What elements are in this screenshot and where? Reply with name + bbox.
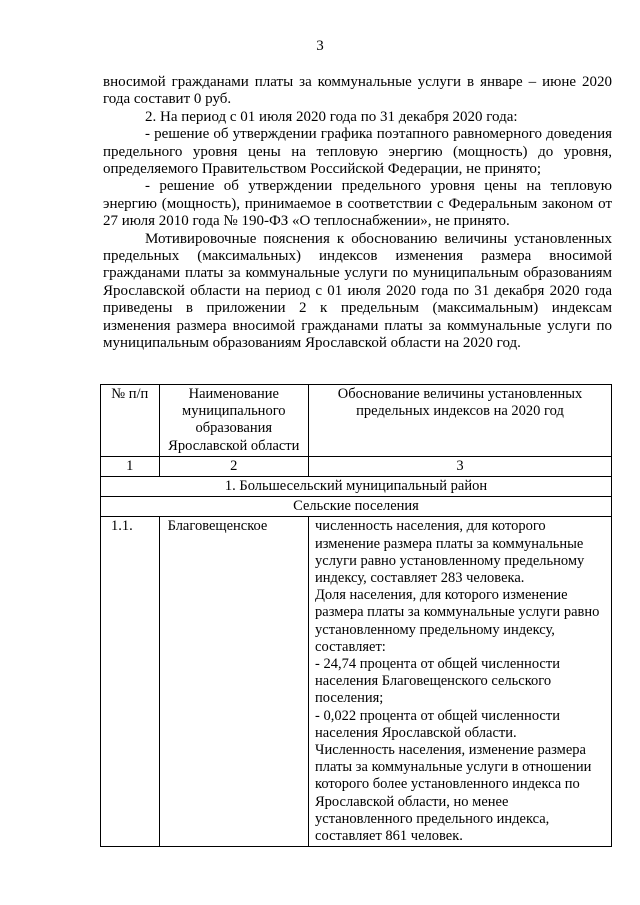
header-municipality: Наименование муниципального образования Ярославской области (159, 385, 308, 457)
justification-line: - 0,022 процента от общей численности населения Ярославской области. (315, 707, 560, 741)
section-title: 1. Большесельский муниципальный район (101, 477, 612, 497)
paragraph-period: 2. На период с 01 июля 2020 года по 31 декабря 2020 года: (145, 108, 518, 125)
header-justification: Обоснование величины установленных предельных индексов на 2020 год (309, 385, 612, 457)
column-number-1: 1 (101, 456, 160, 476)
table-header-row (101, 385, 612, 457)
row-justification (309, 517, 612, 847)
table-column-numbers-row (101, 456, 612, 476)
row-number: 1.1. (101, 517, 160, 847)
body-text (103, 74, 612, 353)
justification-line: - 24,74 процента от общей численности населения Благовещенского сельского поселения; (315, 656, 560, 707)
table-row (101, 517, 612, 847)
justification-line: численность населения, для которого изменение размера платы за коммунальные услуги равно установленному предельному индексу, составляет 283 человека. (315, 518, 585, 587)
justification-table (100, 384, 612, 847)
justification-line: Численность населения, изменение размера платы за коммунальные услуги в отношении которого более установленного индекса по Ярославской области, но менее установленного предельного индекса, составляет 861 человек. (315, 742, 592, 845)
table-subsection-row (101, 497, 612, 517)
page-number: 3 (316, 38, 324, 54)
subsection-title: Сельские поселения (101, 497, 612, 517)
column-number-2: 2 (159, 456, 308, 476)
paragraph-schedule-decision: - решение об утверждении графика поэтапного равномерного доведения предельного уровня цены на тепловую энергию (мощность) до уровня, определяемого Правительством Российской Федерации, не принято; (103, 126, 612, 178)
table-section-row (101, 477, 612, 497)
paragraph-continuation: вносимой гражданами платы за коммунальные услуги в январе – июне 2020 года составит 0 руб. (103, 74, 612, 108)
paragraph-price-level-decision: - решение об утверждении предельного уровня цены на тепловую энергию (мощность), принимаемое в соответствии с Федеральным законом от 27 июля 2010 года № 190-ФЗ «О теплоснабжении», не принято. (103, 178, 612, 230)
paragraph-explanations: Мотивировочные пояснения к обоснованию величины установленных предельных (максимальных) индексов изменения размера вносимой гражданами платы за коммунальные услуги по муниципальным образованиям Ярославской области на период с 01 июля 2020 года по 31 декабря 2020 года приведены в приложении 2 к предельным (максимальным) индексам изменения размера вносимой гражданами платы за коммунальные услуги по муниципальным образованиям Ярославской области на 2020 год. (103, 230, 612, 352)
row-municipality: Благовещенское (159, 517, 308, 847)
column-number-3: 3 (309, 456, 612, 476)
justification-line: Доля населения, для которого изменение размера платы за коммунальные услуги равно установленному предельному индексу, составляет: (315, 587, 600, 655)
header-number: № п/п (101, 385, 160, 457)
